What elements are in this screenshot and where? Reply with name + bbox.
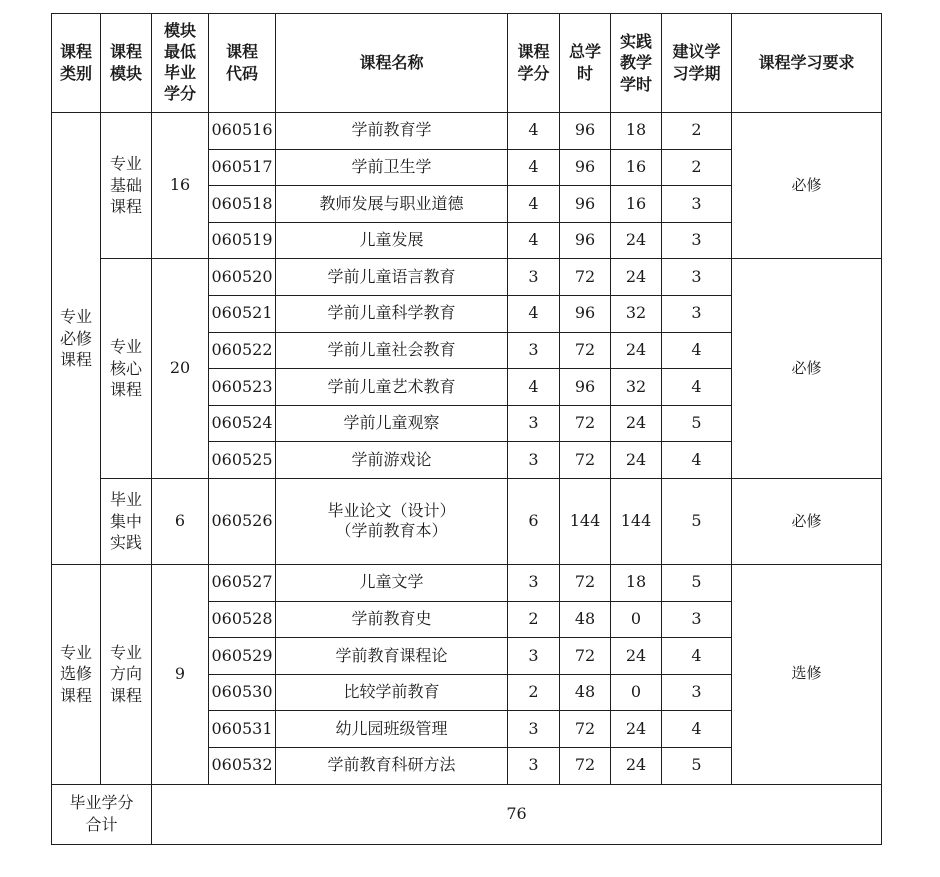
table-row [52, 564, 882, 601]
course-semester: 2 [662, 149, 732, 186]
course-credits: 4 [508, 149, 560, 186]
course-code: 060529 [209, 638, 276, 675]
module-foundation: 专业基础课程 [101, 113, 152, 259]
course-total-hours: 96 [560, 295, 611, 332]
course-credits: 3 [508, 711, 560, 748]
course-semester: 3 [662, 674, 732, 711]
course-name: 比较学前教育 [276, 674, 508, 711]
course-semester: 3 [662, 601, 732, 638]
course-practice-hours: 18 [611, 113, 662, 150]
course-semester: 5 [662, 564, 732, 601]
course-name: 学前游戏论 [276, 442, 508, 479]
course-name: 学前教育科研方法 [276, 747, 508, 784]
course-total-hours: 96 [560, 113, 611, 150]
header-credits: 课程学分 [508, 14, 560, 113]
category-elective: 专业选修课程 [52, 564, 101, 784]
course-credits: 2 [508, 601, 560, 638]
course-practice-hours: 24 [611, 259, 662, 296]
header-total-hours: 总学时 [560, 14, 611, 113]
course-semester: 5 [662, 405, 732, 442]
course-total-hours: 96 [560, 186, 611, 223]
course-practice-hours: 24 [611, 711, 662, 748]
course-practice-hours: 0 [611, 674, 662, 711]
course-code: 060520 [209, 259, 276, 296]
course-name: 学前教育史 [276, 601, 508, 638]
total-value: 76 [152, 784, 882, 844]
course-name: 学前教育课程论 [276, 638, 508, 675]
header-semester: 建议学习学期 [662, 14, 732, 113]
course-total-hours: 96 [560, 149, 611, 186]
module-practice-requirement: 必修 [732, 478, 882, 564]
course-name: 学前教育学 [276, 113, 508, 150]
course-semester: 4 [662, 711, 732, 748]
module-practice: 毕业集中实践 [101, 478, 152, 564]
course-name: 学前儿童语言教育 [276, 259, 508, 296]
module-foundation-credits: 16 [152, 113, 209, 259]
course-code: 060516 [209, 113, 276, 150]
course-total-hours: 72 [560, 638, 611, 675]
course-credits: 4 [508, 222, 560, 259]
course-practice-hours: 32 [611, 369, 662, 406]
course-code: 060528 [209, 601, 276, 638]
course-code: 060527 [209, 564, 276, 601]
course-semester: 4 [662, 638, 732, 675]
module-foundation-requirement: 必修 [732, 113, 882, 259]
course-practice-hours: 24 [611, 442, 662, 479]
course-practice-hours: 24 [611, 638, 662, 675]
course-total-hours: 72 [560, 711, 611, 748]
course-name: 儿童发展 [276, 222, 508, 259]
table-row [52, 113, 882, 150]
course-practice-hours: 0 [611, 601, 662, 638]
total-label: 毕业学分合计 [52, 784, 152, 844]
module-practice-credits: 6 [152, 478, 209, 564]
course-total-hours: 96 [560, 369, 611, 406]
header-requirement: 课程学习要求 [732, 14, 882, 113]
course-name: 学前儿童科学教育 [276, 295, 508, 332]
course-credits: 3 [508, 638, 560, 675]
module-core-credits: 20 [152, 259, 209, 479]
course-name [276, 478, 508, 564]
course-name: 学前儿童艺术教育 [276, 369, 508, 406]
course-code: 060524 [209, 405, 276, 442]
course-credits: 2 [508, 674, 560, 711]
course-credits: 6 [508, 478, 560, 564]
course-practice-hours: 16 [611, 186, 662, 223]
course-code: 060518 [209, 186, 276, 223]
header-code: 课程代码 [209, 14, 276, 113]
curriculum-table [51, 13, 882, 845]
course-code: 060517 [209, 149, 276, 186]
course-name: 幼儿园班级管理 [276, 711, 508, 748]
course-semester: 3 [662, 186, 732, 223]
course-code: 060531 [209, 711, 276, 748]
course-code: 060530 [209, 674, 276, 711]
course-code: 060526 [209, 478, 276, 564]
course-name-line1: 毕业论文（设计） [327, 500, 456, 520]
course-code: 060523 [209, 369, 276, 406]
course-practice-hours: 16 [611, 149, 662, 186]
course-practice-hours: 32 [611, 295, 662, 332]
course-name: 教师发展与职业道德 [276, 186, 508, 223]
course-code: 060525 [209, 442, 276, 479]
course-credits: 4 [508, 369, 560, 406]
course-total-hours: 72 [560, 564, 611, 601]
header-name: 课程名称 [276, 14, 508, 113]
course-total-hours: 72 [560, 259, 611, 296]
course-credits: 4 [508, 295, 560, 332]
course-practice-hours: 18 [611, 564, 662, 601]
module-core: 专业核心课程 [101, 259, 152, 479]
course-code: 060521 [209, 295, 276, 332]
course-credits: 4 [508, 186, 560, 223]
header-module-min-credits: 模块最低毕业学分 [152, 14, 209, 113]
course-code: 060532 [209, 747, 276, 784]
course-semester: 4 [662, 442, 732, 479]
table-row [52, 259, 882, 296]
table-row [52, 478, 882, 564]
header-practice-hours: 实践教学学时 [611, 14, 662, 113]
course-semester: 3 [662, 222, 732, 259]
total-row [52, 784, 882, 844]
course-credits: 3 [508, 747, 560, 784]
course-practice-hours: 24 [611, 222, 662, 259]
course-semester: 5 [662, 478, 732, 564]
course-credits: 3 [508, 564, 560, 601]
course-practice-hours: 24 [611, 332, 662, 369]
course-total-hours: 72 [560, 332, 611, 369]
course-name: 儿童文学 [276, 564, 508, 601]
course-name-line2: （学前教育本） [335, 521, 448, 541]
module-direction-requirement: 选修 [732, 564, 882, 784]
header-category: 课程类别 [52, 14, 101, 113]
module-direction: 专业方向课程 [101, 564, 152, 784]
course-semester: 2 [662, 113, 732, 150]
category-required: 专业必修课程 [52, 113, 101, 565]
course-semester: 4 [662, 332, 732, 369]
header-row [52, 14, 882, 113]
course-total-hours: 96 [560, 222, 611, 259]
course-total-hours: 48 [560, 601, 611, 638]
course-name: 学前卫生学 [276, 149, 508, 186]
course-credits: 3 [508, 405, 560, 442]
course-code: 060519 [209, 222, 276, 259]
course-total-hours: 144 [560, 478, 611, 564]
course-credits: 4 [508, 113, 560, 150]
course-semester: 3 [662, 259, 732, 296]
course-practice-hours: 24 [611, 747, 662, 784]
header-module: 课程模块 [101, 14, 152, 113]
course-total-hours: 72 [560, 405, 611, 442]
course-credits: 3 [508, 442, 560, 479]
course-semester: 3 [662, 295, 732, 332]
course-name: 学前儿童社会教育 [276, 332, 508, 369]
course-name: 学前儿童观察 [276, 405, 508, 442]
course-total-hours: 72 [560, 747, 611, 784]
course-practice-hours: 24 [611, 405, 662, 442]
course-credits: 3 [508, 259, 560, 296]
course-credits: 3 [508, 332, 560, 369]
module-direction-credits: 9 [152, 564, 209, 784]
course-semester: 4 [662, 369, 732, 406]
course-practice-hours: 144 [611, 478, 662, 564]
course-total-hours: 48 [560, 674, 611, 711]
course-code: 060522 [209, 332, 276, 369]
course-semester: 5 [662, 747, 732, 784]
course-total-hours: 72 [560, 442, 611, 479]
module-core-requirement: 必修 [732, 259, 882, 479]
